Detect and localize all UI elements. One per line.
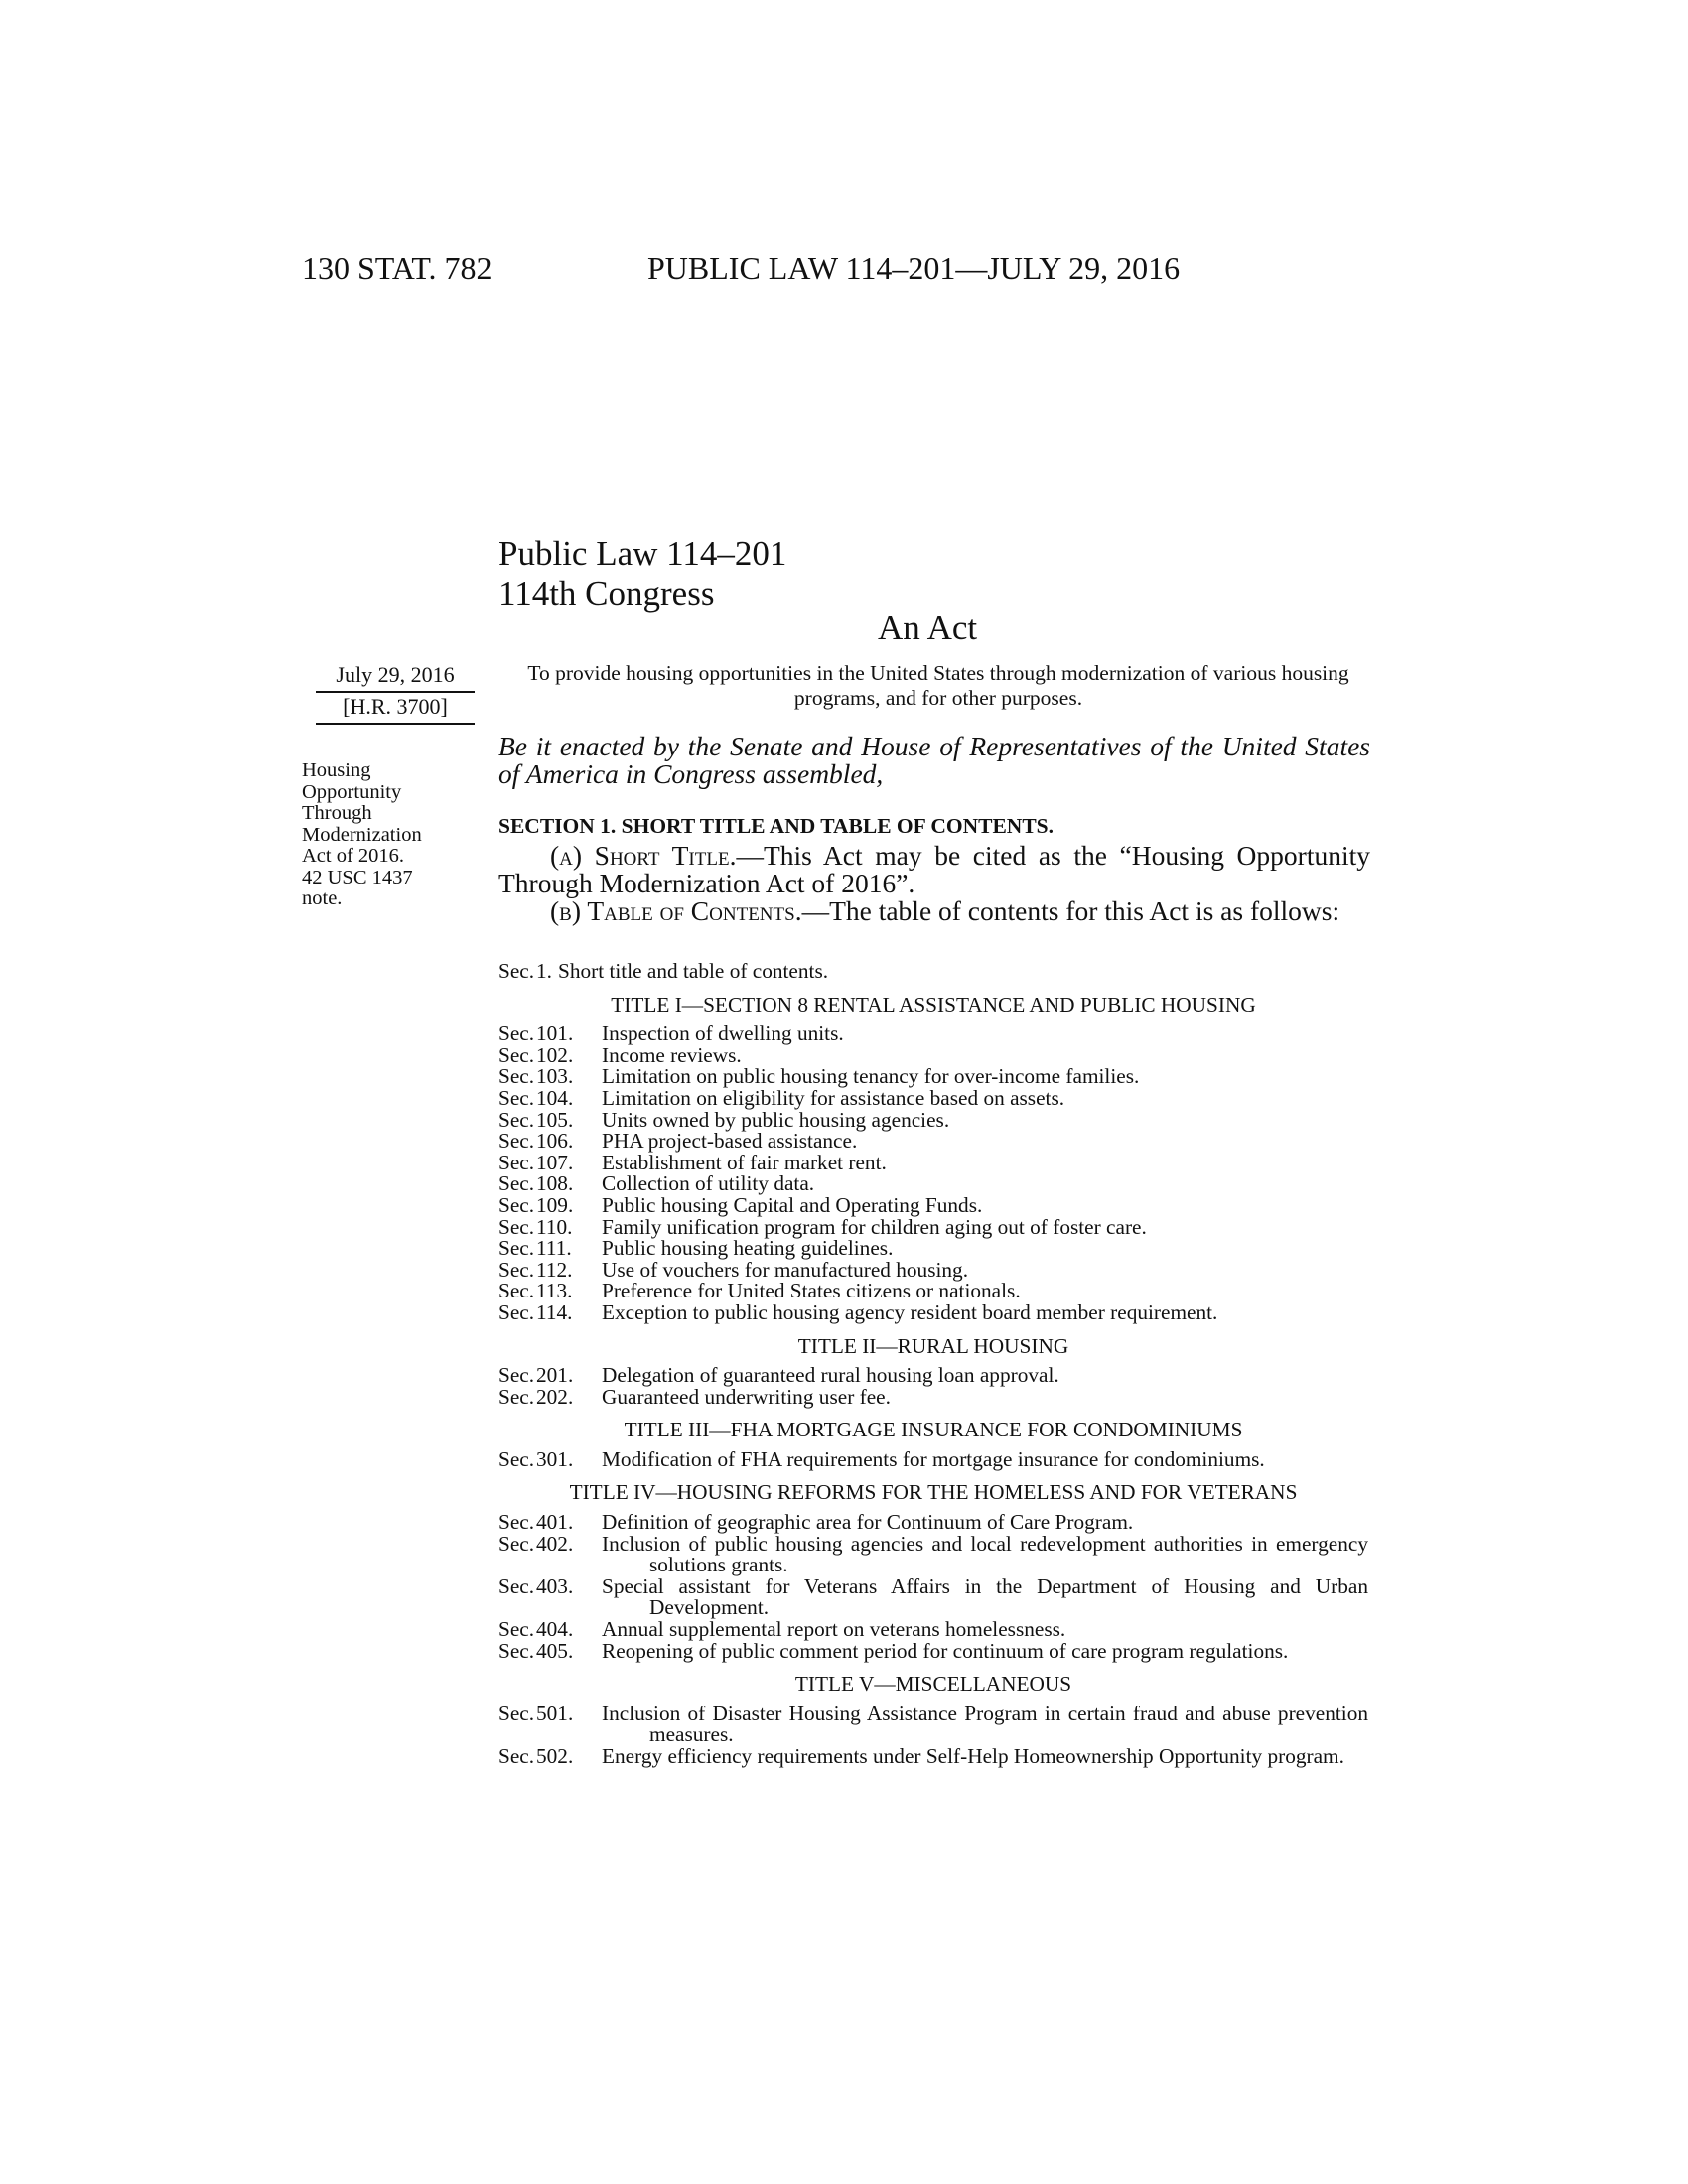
margin-note-line: Act of 2016. xyxy=(302,845,405,867)
subsection-a-text: —This Act may be cited as the “Housing Opportunity Through Modernization Act of 2016”. xyxy=(498,840,1370,898)
toc-entry-text: Inclusion of Disaster Housing Assistance Program in certain fraud and abuse prevention measures. xyxy=(602,1701,1368,1747)
toc-entry xyxy=(498,1531,1368,1577)
margin-rule xyxy=(316,723,475,725)
subsection-a-label: (a) Short Title. xyxy=(550,840,737,871)
toc-entry-number: 104. xyxy=(536,1085,574,1110)
toc-entry-text: Delegation of guaranteed rural housing loan approval. xyxy=(602,1363,1059,1388)
subsection-b-label: (b) Table of Contents. xyxy=(550,895,802,926)
margin-note xyxy=(302,760,471,910)
toc-entry-text: Establishment of fair market rent. xyxy=(602,1150,887,1174)
toc-entry-number: 106. xyxy=(536,1129,574,1154)
toc-sec-label: Sec. xyxy=(498,1042,535,1067)
toc-entry-text: Exception to public housing agency resident board member requirement. xyxy=(602,1299,1218,1324)
margin-note-line: Opportunity xyxy=(302,780,402,803)
toc-sec-label: Sec. xyxy=(498,1022,535,1046)
toc-entry-number: 109. xyxy=(536,1192,574,1217)
toc-entry-text: Definition of geographic area for Continuum of Care Program. xyxy=(602,1510,1134,1535)
toc-entry-text: Inclusion of public housing agencies and local redevelopment authorities in emergency solutions grants. xyxy=(602,1531,1368,1577)
toc-entry-number: 501. xyxy=(536,1701,574,1725)
toc-sec-label: Sec. xyxy=(498,1257,535,1282)
toc-entry-text: Limitation on public housing tenancy for over-income families. xyxy=(602,1064,1140,1089)
toc-entry xyxy=(498,1066,1368,1088)
toc-entry-text: Collection of utility data. xyxy=(602,1171,815,1196)
subsection-a xyxy=(498,842,1370,897)
toc-sec-label: Sec. xyxy=(498,1064,535,1089)
section-heading: SECTION 1. SHORT TITLE AND TABLE OF CONTENTS. xyxy=(498,814,1055,838)
toc-entry-text: Modification of FHA requirements for mortgage insurance for condominiums. xyxy=(602,1446,1265,1471)
margin-note-line: note. xyxy=(302,887,343,909)
enactment-date: July 29, 2016 xyxy=(336,662,455,687)
toc-sec-label: Sec. xyxy=(498,1214,535,1239)
toc-sec-label: Sec. xyxy=(498,1638,535,1663)
toc-sec-label: Sec. xyxy=(498,1446,535,1471)
toc-sec-label: Sec. xyxy=(498,1171,535,1196)
toc-entry-text: Public housing heating guidelines. xyxy=(602,1236,894,1261)
toc-title-heading: TITLE V—MISCELLANEOUS xyxy=(794,1672,1072,1697)
toc-sec-label: Sec. xyxy=(498,1617,535,1642)
bill-number: [H.R. 3700] xyxy=(343,694,448,719)
toc-entry-text: Guaranteed underwriting user fee. xyxy=(602,1384,891,1409)
toc-entry-text: Energy efficiency requirements under Self-Help Homeownership Opportunity program. xyxy=(602,1744,1344,1768)
toc-entry xyxy=(498,1281,1368,1302)
toc-entry-number: 114. xyxy=(536,1299,573,1324)
toc-entry-number: 502. xyxy=(536,1744,574,1768)
toc-entry-number: 102. xyxy=(536,1042,574,1067)
margin-note-line: Through xyxy=(302,802,372,824)
toc-entry xyxy=(498,1619,1368,1641)
margin-note-line: 42 USC 1437 xyxy=(302,866,413,888)
toc-entry xyxy=(498,1131,1368,1153)
toc-title-heading: TITLE IV—HOUSING REFORMS FOR THE HOMELESS AND FOR VETERANS xyxy=(569,1480,1298,1505)
toc-entry-text: Limitation on eligibility for assistance based on assets. xyxy=(602,1085,1065,1110)
toc-title-heading: TITLE II—RURAL HOUSING xyxy=(797,1333,1069,1358)
toc-entry xyxy=(498,1214,1368,1239)
toc-sec-label: Sec. xyxy=(498,1573,535,1598)
toc-entry-text: Annual supplemental report on veterans homelessness. xyxy=(602,1617,1066,1642)
toc-entry-number: 105. xyxy=(536,1107,574,1132)
toc-entry-number: 103. xyxy=(536,1064,574,1089)
subsection-b xyxy=(498,897,1370,925)
public-law-title xyxy=(498,534,786,614)
toc-entry-number: 113. xyxy=(536,1279,573,1303)
toc-sec-label: Sec. xyxy=(498,1299,535,1324)
toc-entry xyxy=(498,1701,1368,1747)
toc-entry xyxy=(498,1257,1368,1282)
toc-entry-text: Special assistant for Veterans Affairs in the Department of Housing and Urban Development. xyxy=(602,1573,1368,1620)
running-header: PUBLIC LAW 114–201—JULY 29, 2016 xyxy=(647,250,1181,286)
public-law-number: Public Law 114–201 xyxy=(498,534,787,573)
toc-entry xyxy=(498,1192,1368,1217)
margin-note-line: Housing xyxy=(302,759,371,781)
toc-entry xyxy=(498,1024,1368,1045)
toc-entry-number: 402. xyxy=(536,1531,574,1556)
toc-titles xyxy=(498,992,1368,1768)
toc-entry xyxy=(498,961,1368,983)
toc-sec-label: Sec. xyxy=(498,1085,535,1110)
toc-entry-number: 107. xyxy=(536,1150,574,1174)
toc-sec-label: Sec. xyxy=(498,1129,535,1154)
toc-sec-label: Sec. xyxy=(498,1363,535,1388)
an-act-heading: An Act xyxy=(878,609,978,647)
toc-entry-number: 202. xyxy=(536,1384,574,1409)
toc-entry xyxy=(498,1042,1368,1067)
toc-entry xyxy=(498,1512,1368,1534)
toc-entry-number: 1. xyxy=(536,959,552,983)
toc-sec-label: Sec. xyxy=(498,1701,535,1725)
purpose-statement: To provide housing opportunities in the United States through modernization of various housing programs, and for other purposes. xyxy=(527,661,1349,710)
toc-sec-label: Sec. xyxy=(498,1150,535,1174)
toc-entry-text: Family unification program for children aging out of foster care. xyxy=(602,1214,1147,1239)
toc-sec-label: Sec. xyxy=(498,1510,535,1535)
toc-entry-number: 405. xyxy=(536,1638,574,1663)
toc-entry-number: 403. xyxy=(536,1573,574,1598)
toc-title-heading: TITLE III—FHA MORTGAGE INSURANCE FOR CONDOMINIUMS xyxy=(624,1418,1243,1442)
stat-citation: 130 STAT. 782 xyxy=(302,250,492,286)
margin-note-line: Modernization xyxy=(302,823,422,846)
toc-entry-text: Inspection of dwelling units. xyxy=(602,1022,844,1046)
toc-entry-text: Units owned by public housing agencies. xyxy=(602,1107,950,1132)
toc-entry-number: 301. xyxy=(536,1446,574,1471)
subsection-b-text: —The table of contents for this Act is as follows: xyxy=(801,895,1340,926)
toc-sec-label: Sec. xyxy=(498,1744,535,1768)
toc-entry xyxy=(498,1085,1368,1110)
toc-entry-number: 101. xyxy=(536,1022,574,1046)
toc-entry xyxy=(498,1238,1368,1260)
toc-sec-label: Sec. xyxy=(498,1531,535,1556)
toc-entry-text: Public housing Capital and Operating Funds. xyxy=(602,1192,983,1217)
toc-entry-number: 201. xyxy=(536,1363,574,1388)
toc-sec-label: Sec. xyxy=(498,1192,535,1217)
toc-entry xyxy=(498,1365,1368,1387)
toc-entry xyxy=(498,1573,1368,1620)
toc-entry xyxy=(498,1107,1368,1132)
toc-entry xyxy=(498,1446,1368,1471)
toc-sec-label: Sec. xyxy=(498,959,535,983)
table-of-contents xyxy=(498,961,1368,1768)
toc-entry-text: Use of vouchers for manufactured housing. xyxy=(602,1257,969,1282)
toc-entry-text: Short title and table of contents. xyxy=(558,959,829,983)
toc-sec-label: Sec. xyxy=(498,1384,535,1409)
toc-title-heading: TITLE I—SECTION 8 RENTAL ASSISTANCE AND PUBLIC HOUSING xyxy=(611,992,1256,1017)
toc-entry-number: 110. xyxy=(536,1214,573,1239)
toc-sec-label: Sec. xyxy=(498,1279,535,1303)
margin-date-block xyxy=(316,661,475,725)
toc-entry-number: 111. xyxy=(536,1236,572,1261)
toc-entry-text: Reopening of public comment period for continuum of care program regulations. xyxy=(602,1638,1289,1663)
toc-entry xyxy=(498,1173,1368,1195)
toc-entry-number: 108. xyxy=(536,1171,574,1196)
toc-entry-number: 112. xyxy=(536,1257,573,1282)
toc-entry xyxy=(498,1638,1368,1663)
toc-sec-label: Sec. xyxy=(498,1236,535,1261)
toc-entry-text: PHA project-based assistance. xyxy=(602,1129,858,1154)
toc-entry xyxy=(498,1150,1368,1174)
toc-entry xyxy=(498,1746,1368,1768)
enacting-clause: Be it enacted by the Senate and House of Representatives of the United States of America in Congress assembled, xyxy=(498,731,1370,789)
toc-entry-text: Income reviews. xyxy=(602,1042,742,1067)
toc-entry-text: Preference for United States citizens or nationals. xyxy=(602,1279,1021,1303)
toc-entry-number: 401. xyxy=(536,1510,574,1535)
toc-entry-number: 404. xyxy=(536,1617,574,1642)
toc-sec-label: Sec. xyxy=(498,1107,535,1132)
toc-entry xyxy=(498,1299,1368,1324)
toc-entry xyxy=(498,1384,1368,1409)
congress-label: 114th Congress xyxy=(498,574,715,613)
